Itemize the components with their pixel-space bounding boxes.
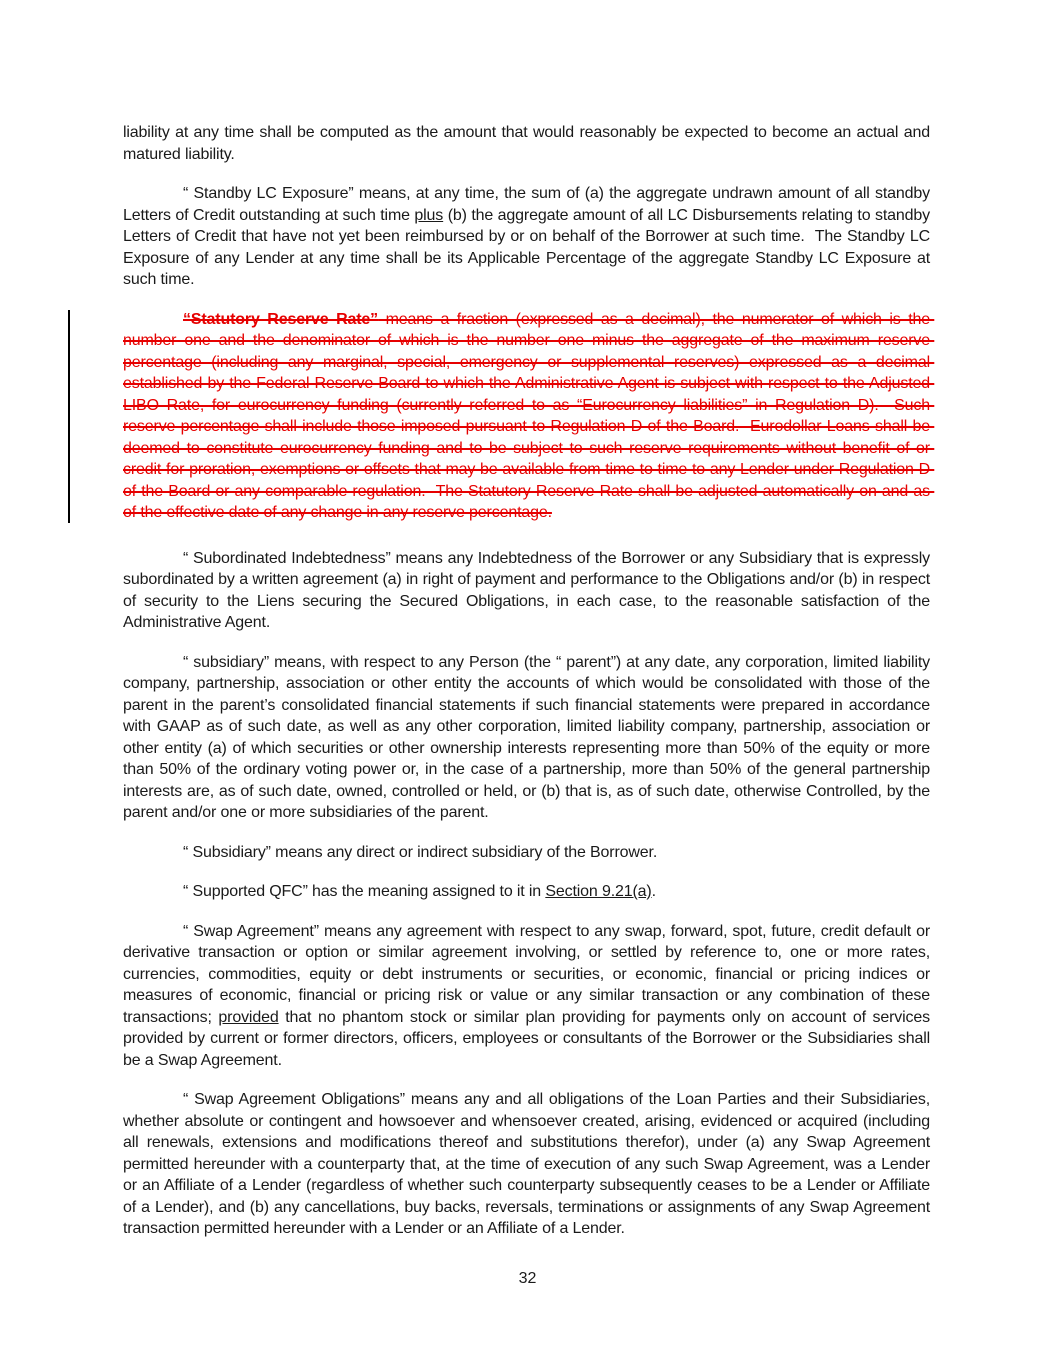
subordinated-indebtedness-text: “ Subordinated Indebtedness” means any Indebtedness of the Borrower or any Subsidiary that is expressly subordinated by a written agreement (a) in right of payment and performance to the Obligations and/or (b) in respect of security to the Liens securing the Secured Obligations, in each case, to the reasonable satisfaction of the Administrative Agent. [123, 549, 935, 631]
standby-lc-exposure-text-end: (b) the aggregate amount of all LC Disbursements relating to standby Letters of Credit that have not yet been reimbursed by or on behalf of the Borrower at such time. The Standby LC Exposure of any Lender at any time shall be its Applicable Percentage of the aggregate Standby LC Exposure at such time. [123, 206, 935, 288]
paragraph-supported-qfc [123, 881, 930, 903]
liability-continuation-text: liability at any time shall be computed as the amount that would reasonably be expected to become an actual and matured liability. [123, 124, 935, 163]
paragraph-subsidiary-lowercase [123, 652, 935, 824]
margin-change-bar [68, 310, 70, 523]
section-9-21a-reference: Section 9.21(a) [545, 883, 652, 900]
deleted-paragraph-body: means a fraction (expressed as a decimal), the numerator of which is the number one and the denominator of which is the number one minus the aggregate of the maximum reserve percentage (including any marginal, special, emergency or supplemental reserves) expressed as a decimal established by the Federal Reserve Board to which the Administrative Agent is subject with respect to the Adjusted LIBO Rate, for eurocurrency funding (currently referred to as “Eurocurrency liabilities” in Regulation D). Such reserve percentage shall include those imposed pursuant to Regulation D of the Board. Eurodollar Loans shall be deemed to constitute eurocurrency funding and to be subject to such reserve requirements without benefit of or credit for proration, exemptions or offsets that may be available from time to time to any Lender under Regulation D of the Board or any comparable regulation. The Statutory Reserve Rate shall be adjusted automatically on and as of the effective date of any change in any reserve percentage. [123, 310, 935, 521]
supported-qfc-text-start: “ Supported QFC” has the meaning assigned to it in [183, 883, 546, 900]
swap-agreement-obligations-text: “ Swap Agreement Obligations” means any and all obligations of the Loan Parties and their Subsidiaries, whether absolute or contingent and howsoever and whensoever created, arising, evidenced or acquired (including all renewals, extensions and modifications thereof and substitutions therefor), under (a) any Swap Agreement permitted hereunder with a counterparty that, at the time of execution of any such Swap Agreement, was a Lender or an Affiliate of a Lender (regardless of whether such counterparty subsequently ceases to be a Lender or Affiliate of a Lender), and (b) any cancellations, buy backs, reversals, terminations or assignments of any Swap Agreement transaction permitted hereunder with a Lender or an Affiliate of a Lender. [123, 1091, 935, 1237]
paragraph-liability-continuation [123, 122, 935, 165]
deleted-defined-term: “Statutory Reserve Rate” [183, 310, 379, 328]
paragraph-standby-lc-exposure [123, 183, 935, 291]
paragraph-swap-agreement-obligations [123, 1089, 935, 1240]
paragraph-swap-agreement [123, 921, 935, 1072]
swap-agreement-text-end: that no phantom stock or similar plan providing for payments only on account of services provided by current or former directors, officers, employees or consultants of the Borrower or the Subsidiaries shall be a Swap Agreement. [123, 1008, 935, 1069]
paragraph-subsidiary-uppercase [123, 842, 930, 864]
standby-lc-exposure-text-start: “ Standby LC Exposure” means, at any time, the sum of (a) the aggregate undrawn amount of all standby Letters of Credit outstanding at such time [123, 185, 935, 224]
underlined-word-provided: provided [218, 1008, 279, 1026]
page-number: 32 [518, 1270, 537, 1287]
underlined-word-plus: plus [414, 206, 444, 224]
subsidiary-lowercase-text: “ subsidiary” means, with respect to any Person (the “ parent”) at any date, any corporation, limited liability company, partnership, association or other entity the accounts of which would be consolidated with those of the parent in the parent’s consolidated financial statements if such financial statements were prepared in accordance with GAAP as of such date, as well as any other corporation, limited liability company, partnership, association or other entity (a) of which securities or other ownership interests representing more than 50% of the equity or more than 50% of the ordinary voting power or, in the case of a partnership, more than 50% of the general partnership interests are, as of such date, owned, controlled or held, or (b) that is, as of such date, otherwise Controlled, by the parent and/or one or more subsidiaries of the parent. [123, 653, 935, 821]
subsidiary-uppercase-text: “ Subsidiary” means any direct or indirect subsidiary of the Borrower. [183, 843, 658, 861]
supported-qfc-text-end: . [651, 883, 656, 900]
paragraph-statutory-reserve-rate-deleted [123, 309, 935, 524]
swap-agreement-text-start: “ Swap Agreement” means any agreement with respect to any swap, forward, spot, future, credit default or derivative transaction or option or similar agreement involving, or settled by reference to, one or more rates, currencies, commodities, equity or debt instruments or securities, or economic, financial or pricing indices or measures of economic, financial or pricing risk or value or any similar transaction or any combination of these transactions; [123, 922, 935, 1026]
paragraph-subordinated-indebtedness [123, 548, 935, 634]
